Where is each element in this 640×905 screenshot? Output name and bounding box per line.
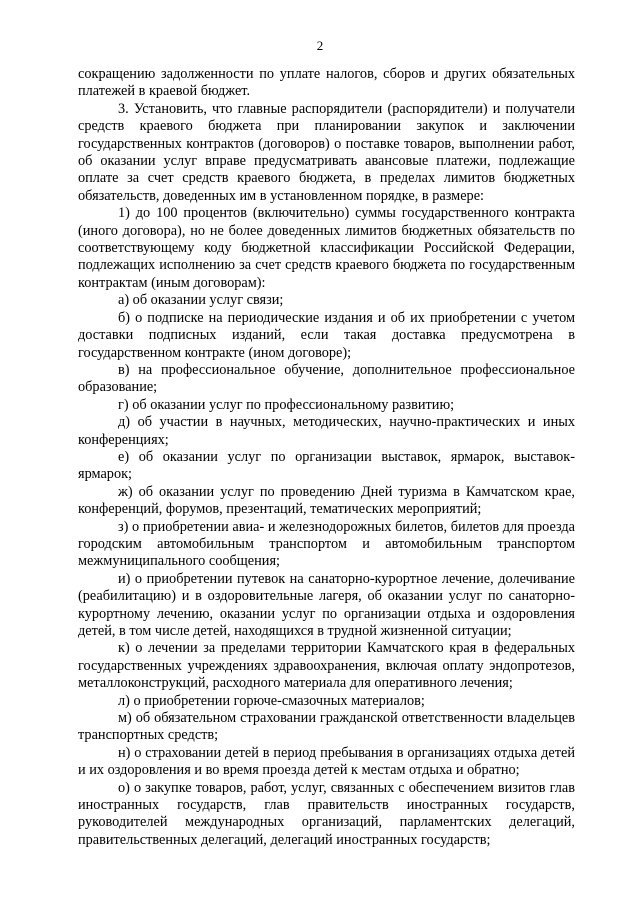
- paragraph-clause-3: 3. Установить, что главные распорядители (распорядители) и получатели средств краевого бюджета при планировании закупок и заключении государственных контрактов (договоров) о поставке товаров, выполнении работ, об оказании услуг вправе предусматривать авансовые платежи, подлежащие оплате за счет средств краевого бюджета, в пределах лимитов бюджетных обязательств, доведенных им в установленном порядке, в размере:: [78, 100, 575, 204]
- paragraph-subitem-o: о) о закупке товаров, работ, услуг, связанных с обеспечением визитов глав иностранных государств, глав правительств иностранных государств, руководителей международных организаций, парламентских делегаций, правительственных делегаций, делегаций иностранных государств;: [78, 779, 575, 848]
- paragraph-subitem-l: л) о приобретении горюче-смазочных материалов;: [118, 692, 425, 709]
- paragraph-subitem-z: з) о приобретении авиа- и железнодорожных билетов, билетов для проезда городским автомобильным транспортом и автомобильным транспортом межмуниципального сообщения;: [78, 518, 575, 570]
- paragraph-subitem-i: и) о приобретении путевок на санаторно-курортное лечение, долечивание (реабилитацию) и в оздоровительные лагеря, об оказании услуг по санаторно-курортному лечению, оказании услуг по организации отдыха и оздоровления детей, в том числе детей, находящихся в трудной жизненной ситуации;: [78, 570, 575, 639]
- paragraph-subitem-b: б) о подписке на периодические издания и об их приобретении с учетом доставки подписных изданий, если такая доставка предусмотрена в государственном контракте (ином договоре);: [78, 309, 575, 361]
- paragraph-subitem-v: в) на профессиональное обучение, дополнительное профессиональное образование;: [78, 361, 575, 396]
- page-number: 2: [316, 38, 324, 53]
- paragraph-subitem-zh: ж) об оказании услуг по проведению Дней туризма в Камчатском крае, конференций, форумов, презентаций, тематических мероприятий;: [78, 483, 575, 518]
- paragraph-subitem-a: а) об оказании услуг связи;: [118, 292, 284, 309]
- document-body: [78, 66, 575, 849]
- paragraph-subitem-d: д) об участии в научных, методических, научно-практических и иных конференциях;: [78, 414, 575, 448]
- paragraph-subitem-k: к) о лечении за пределами территории Камчатского края в федеральных государственных учреждениях здравоохранения, включая оплату эндопротезов, металлоконструкций, расходного материала для оперативного лечения;: [78, 640, 575, 692]
- paragraph-subitem-n: н) о страховании детей в период пребывания в организациях отдыха детей и их оздоровления и во время проезда детей к местам отдыха и обратно;: [78, 744, 575, 779]
- paragraph-subitem-e: е) об оказании услуг по организации выставок, ярмарок, выставок-ярмарок;: [78, 448, 575, 483]
- paragraph-subitem-m: м) об обязательном страховании гражданской ответственности владельцев транспортных средств;: [78, 710, 575, 744]
- paragraph-continuation: сокращению задолженности по уплате налогов, сборов и других обязательных платежей в краевой бюджет.: [78, 66, 575, 100]
- paragraph-item-1: 1) до 100 процентов (включительно) суммы государственного контракта (иного договора), но не более доведенных лимитов бюджетных обязательств по соответствующему коду бюджетной классификации Российской Федерации, подлежащих исполнению за счет средств краевого бюджета по государственным контрактам (иным договорам):: [78, 205, 575, 291]
- paragraph-subitem-g: г) об оказании услуг по профессиональному развитию;: [118, 396, 455, 413]
